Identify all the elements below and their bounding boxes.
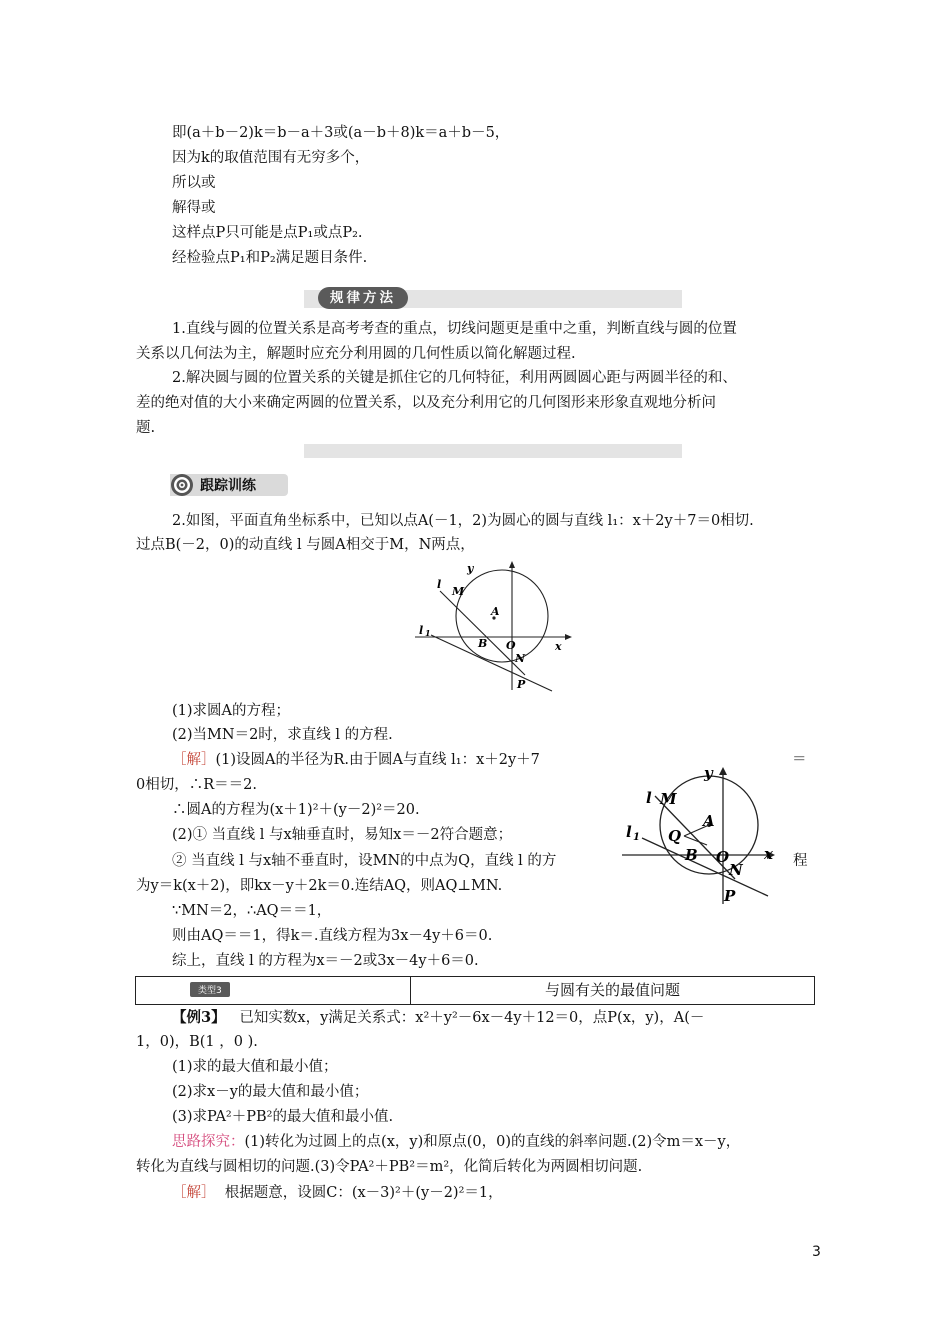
text-line: 即(a＋b－2)k＝b－a＋3或(a－b＋8)k＝a＋b－5， [172,125,510,141]
last-tag: ［解］ [172,1185,216,1201]
fig2-label-l: l [646,789,652,807]
tracking-heading [170,474,288,496]
fig2-label-l1-sub: 1 [633,832,640,843]
fig2-label-N: N [729,861,743,879]
fig-label-y: y [467,562,474,575]
fig2-label-l1: l [626,823,632,841]
rule-heading: 规律方法 [318,287,408,309]
fig-label-l: l [437,578,442,591]
fig-label-x: x [555,640,562,653]
section-table [135,976,815,1005]
fig2-label-Q: Q [668,827,682,845]
text-line: ∵MN＝2，∴AQ＝＝1， [172,903,332,919]
example-first-line [172,1007,704,1029]
tracking-heading-label: 跟踪训练 [200,478,256,494]
example-label: 【例3】 [172,1009,226,1026]
last-text: 根据题意，设圆C：(x－3)²＋(y－2)²＝1， [224,1185,503,1201]
text-line: 为y＝k(x＋2)，即kx－y＋2k＝0.连结AQ，则AQ⊥MN. [136,878,503,894]
text-line: 则由AQ＝＝1，得k＝.直线方程为3x－4y＋6＝0. [172,928,493,944]
text-line: (2)① 当直线 l 与x轴垂直时，易知x＝－2符合题意； [172,827,513,843]
text-line: 关系以几何法为主，解题时应充分利用圆的几何性质以简化解题过程. [136,346,576,362]
section-tag-cell [136,977,411,1004]
text-line: 差的绝对值的大小来确定两圆的位置关系，以及充分利用它的几何图形来形象直观地分析问 [136,395,716,411]
hint-label: 思路探究： [172,1134,245,1150]
fig-label-O: O [506,639,516,652]
text-line: 1.直线与圆的位置关系是高考考查的重点，切线问题更是重中之重，判断直线与圆的位置 [172,321,737,337]
fig2-label-P: P [724,887,736,905]
text-line: 这样点P只可能是点P₁或点P₂. [172,225,363,241]
fig2-label-O: O [716,848,730,866]
text-line: (1)求的最大值和最小值； [172,1059,338,1075]
fig2-label-B: B [685,846,698,864]
hint-line [172,1131,740,1153]
question-line: (2)当MN＝2时，求直线 l 的方程. [172,727,393,743]
fig-label-N: N [515,652,526,665]
text-line: (2)求x－y的最大值和最小值； [172,1084,369,1100]
text-line: 题. [136,420,156,436]
text-line-tail: 程 [793,853,808,869]
fig2-label-M: M [660,790,677,808]
solution-first-line [172,749,540,771]
fig-label-M: M [452,585,465,598]
text-line: 过点B(－2，0)的动直线 l 与圆A相交于M，N两点， [136,537,475,553]
fig-label-A: A [491,605,500,618]
fig-label-l1-sub: 1 [425,628,431,638]
fig-label-P: P [517,678,526,691]
text-line: 因为k的取值范围有无穷多个， [172,150,370,166]
text-line: (3)求PA²＋PB²的最大值和最小值. [172,1109,394,1125]
text-line: ∴圆A的方程为(x＋1)²＋(y－2)²＝20. [172,802,420,818]
fig2-label-x: x [764,845,773,863]
text-line: 综上，直线 l 的方程为x＝－2或3x－4y＋6＝0. [172,953,479,969]
hint-text: (1)转化为过圆上的点(x，y)和原点(0，0)的直线的斜率问题.(2)令m＝x－y， [244,1134,741,1150]
target-icon [170,473,194,497]
text-line: ② 当直线 l 与x轴不垂直时，设MN的中点为Q，直线 l 的方 [172,853,557,869]
text-line: 0相切，∴R＝＝2. [136,777,257,793]
solution-tag: ［解］ [172,752,216,768]
text-line: 1，0)，B(1 ，0 ). [136,1034,258,1050]
figure-circle-lines [415,558,575,693]
section-title: 与圆有关的最值问题 [544,981,680,999]
example-text: 已知实数x，y满足关系式：x²＋y²－6x－4y＋12＝0，点P(x，y)，A(－ [239,1010,705,1026]
question-line: (1)求圆A的方程； [172,703,291,719]
fig-label-l1: l [419,624,424,637]
text-line: 2.解决圆与圆的位置关系的关键是抓住它的几何特征，利用两圆圆心距与两圆半径的和、 [172,370,737,386]
solution-first-line-tail: ＝ [792,752,807,768]
fig-label-B: B [478,637,488,650]
text-line: 经检验点P₁和P₂满足题目条件. [172,250,368,266]
text-line: 2.如图，平面直角坐标系中，已知以点A(－1，2)为圆心的圆与直线 l₁：x＋2y＋7＝0相切. [172,513,754,529]
section-tag: 类型3 [190,982,230,997]
text-line: 所以或 [172,175,216,191]
fig2-label-A: A [703,812,715,830]
text-line: 转化为直线与圆相切的问题.(3)令PA²＋PB²＝m²，化简后转化为两圆相切问题. [136,1159,643,1175]
text-line: 解得或 [172,200,216,216]
last-line [172,1182,503,1204]
divider-bar [304,444,682,458]
solution-text: (1)设圆A的半径为R.由于圆A与直线 l₁：x＋2y＋7 [215,752,540,768]
fig2-label-y: y [704,764,713,782]
figure-solution [622,758,782,908]
page-number: 3 [812,1244,821,1260]
